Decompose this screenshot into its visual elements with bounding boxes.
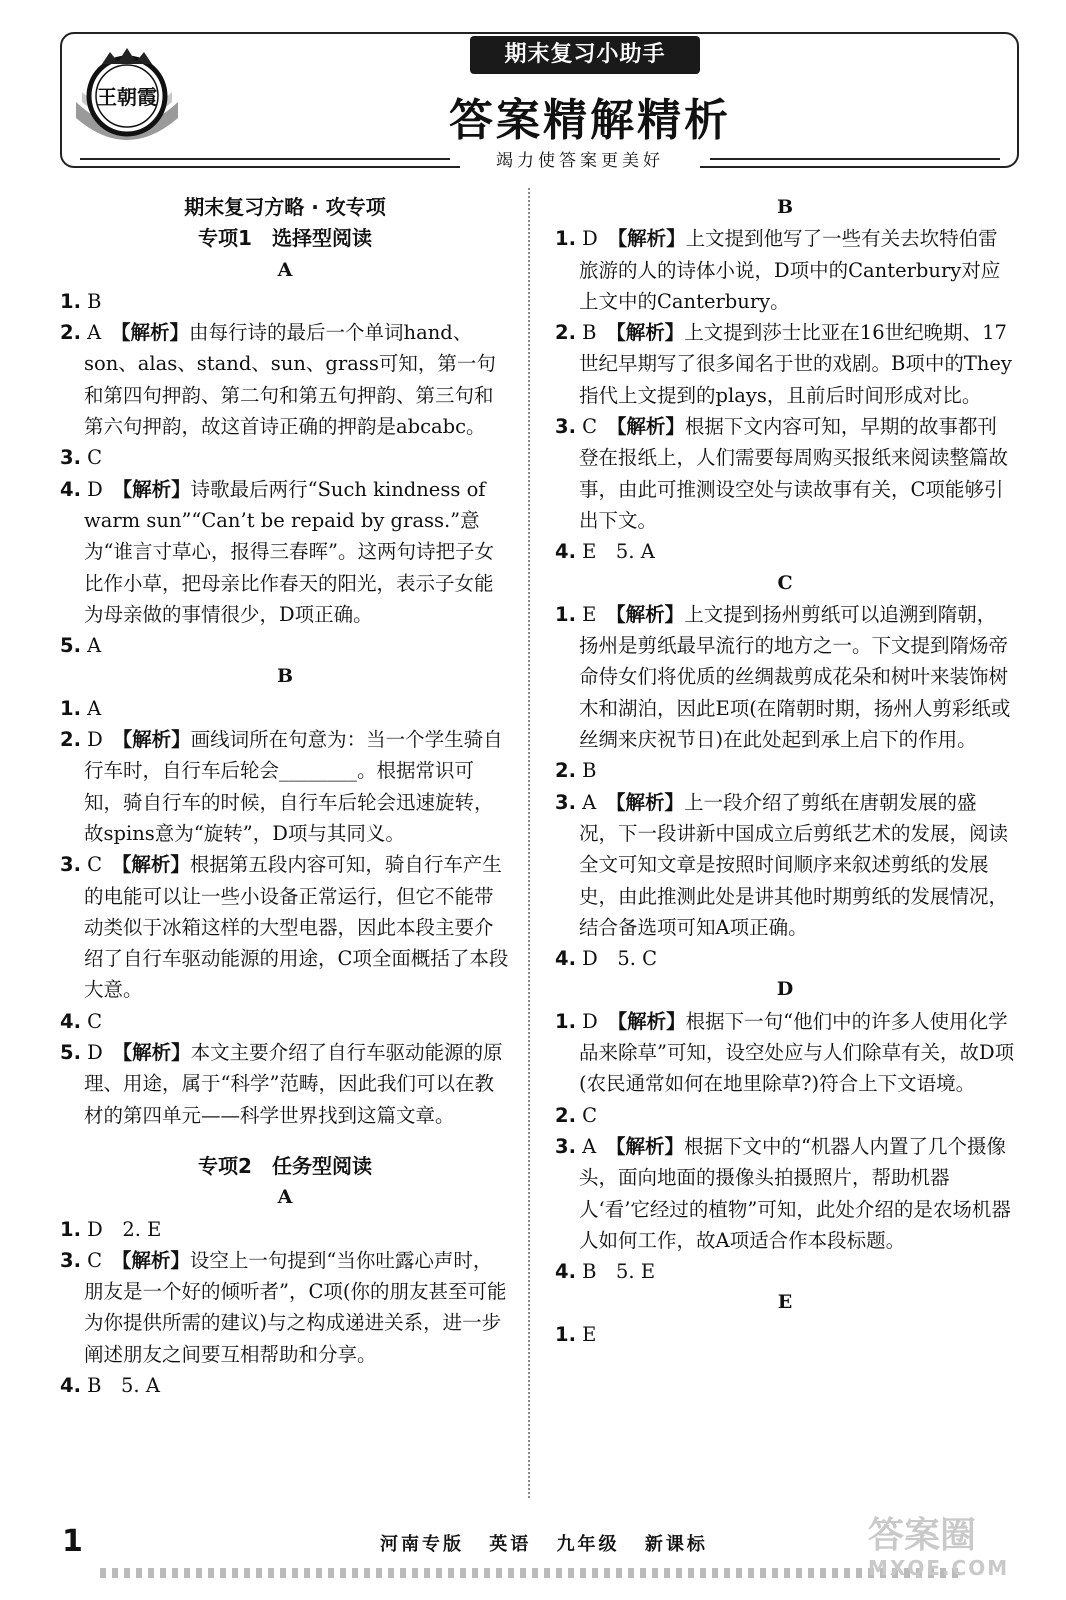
item-number: 1.	[60, 1217, 81, 1241]
slogan-rule-left	[80, 158, 450, 160]
item-number: 3.	[60, 446, 81, 470]
analysis-tag: 【解析】	[615, 1134, 685, 1158]
item-text: C	[80, 1009, 103, 1033]
answer-item	[555, 1256, 1015, 1287]
answer-choice: C	[575, 415, 617, 439]
item-text: 根据下一句“他们中的许多人使用化学品来除草”可知，设空处应与人们除草有关，故D项(农民通常如何在地里除草?)符合上下文语境。	[579, 1009, 1015, 1096]
item-number: 3.	[555, 790, 576, 814]
item-text: 设空上一句提到“当你吐露心声时，朋友是一个好的倾听者”，C项(你的朋友甚至可能为你提供所需的建议)与之构成递进关系，进一步阐述朋友之间要互相帮助和分享。	[84, 1248, 507, 1366]
answer-item	[60, 630, 510, 661]
item-text: 诗歌最后两行“Such kindness of warm sun”“Can’t be repaid by grass.”意为“谁言寸草心，报得三春晖”。这两句诗把子女比作小草，把母亲比作春天的阳光，表示子女能为母亲做的事情很少，D项正确。	[84, 477, 494, 626]
analysis-tag: 【解析】	[615, 602, 685, 626]
answer-item	[60, 442, 510, 473]
answer-item	[60, 724, 510, 849]
chapter-heading: 期末复习方略 · 攻专项	[184, 195, 386, 219]
analysis-tag: 【解析】	[121, 1248, 190, 1272]
answer-choice: A	[80, 321, 121, 345]
answer-choice: A	[575, 790, 616, 814]
header-tag: 期末复习小助手	[470, 36, 700, 74]
item-number: 4.	[555, 947, 576, 971]
answer-item	[555, 536, 1015, 567]
analysis-tag: 【解析】	[120, 321, 190, 345]
answer-choice: D	[575, 227, 618, 251]
item-text: B	[575, 759, 597, 783]
item-number: 1.	[555, 1322, 576, 1346]
analysis-tag: 【解析】	[616, 415, 685, 439]
item-number: 2.	[555, 1103, 576, 1127]
item-number: 5.	[60, 634, 81, 658]
answer-list	[60, 693, 510, 1131]
item-number: 3.	[60, 853, 81, 877]
item-number: 3.	[555, 415, 576, 439]
item-number: 4.	[60, 477, 81, 501]
item-text: E	[575, 1322, 597, 1346]
answer-choice: D	[80, 1041, 123, 1065]
analysis-tag: 【解析】	[615, 790, 685, 814]
item-number: 1.	[555, 602, 576, 626]
left-column	[60, 192, 510, 1401]
watermark-url: MXQE.COM	[868, 1556, 1010, 1580]
watermark	[868, 1516, 1048, 1586]
item-number: 4.	[555, 1260, 576, 1284]
item-number: 3.	[60, 1248, 81, 1272]
item-text: 上文提到莎士比亚在16世纪晚期、17世纪早期写了很多闻名于世的戏剧。B项中的They指代上文提到的plays，且前后时间形成对比。	[579, 321, 1012, 407]
item-number: 4.	[555, 540, 576, 564]
logo-text: 王朝霞	[97, 85, 157, 109]
page-number: 1	[62, 1524, 83, 1559]
slogan: 竭力使答案更美好	[460, 146, 700, 171]
footer-subject: 英语	[489, 1534, 532, 1555]
answer-item	[555, 755, 1015, 786]
footer-edition: 河南专版	[380, 1534, 464, 1555]
answer-item	[555, 411, 1015, 536]
answer-item	[60, 849, 510, 1005]
answer-item	[60, 474, 510, 630]
item-number: 4.	[60, 1373, 81, 1397]
answer-item	[555, 787, 1015, 943]
item-text: 由每行诗的最后一个单词hand、son、alas、stand、sun、grass可知，第一句和第四句押韵、第二句和第五句押韵、第三句和第六句押韵，故这首诗正确的押韵是abcabc。	[84, 321, 496, 439]
section-label: C	[777, 571, 793, 594]
answer-item	[60, 1006, 510, 1037]
answer-item	[555, 1131, 1015, 1256]
item-text: 上一段介绍了剪纸在唐朝发展的盛况，下一段讲新中国成立后剪纸艺术的发展，阅读全文可知文章是按照时间顺序来叙述剪纸的发展史，由此推测此处是讲其他时期剪纸的发展情况，结合备选项可知A项正确。	[579, 790, 1009, 939]
topic-heading: 专项1 选择型阅读	[198, 226, 372, 251]
item-number: 4.	[60, 1009, 81, 1033]
item-text: A	[80, 634, 102, 658]
analysis-tag: 【解析】	[617, 1009, 686, 1033]
item-text: E 5. A	[575, 540, 655, 564]
item-text: B 5. E	[575, 1260, 656, 1284]
answer-item	[555, 1100, 1015, 1131]
item-text: 画线词所在句意为：当一个学生骑自行车时，自行车后轮会________。根据常识可知，骑自行车的时候，自行车后轮会迅速旋转，故spins意为“旋转”，D项与其同义。	[84, 728, 503, 845]
watermark-logo: 答案圈	[868, 1515, 977, 1556]
answer-item	[555, 1319, 1015, 1350]
item-text: 上文提到扬州剪纸可以追溯到隋朝，扬州是剪纸最早流行的地方之一。下文提到隋炀帝命侍女们将优质的丝绸裁剪成花朵和树叶来装饰树木和湖泊，因此E项(在隋朝时期，扬州人剪彩纸或丝绸来庆祝节日)在此处起到承上启下的作用。	[579, 602, 1011, 752]
answer-item	[60, 1370, 510, 1401]
analysis-tag: 【解析】	[121, 853, 190, 877]
item-text: 上文提到他写了一些有关去坎特伯雷旅游的人的诗体小说，D项中的Canterbury对应上文中的Canterbury。	[579, 227, 1001, 313]
analysis-tag: 【解析】	[616, 321, 685, 345]
answer-list	[555, 1006, 1015, 1288]
footer-info	[380, 1530, 724, 1556]
section-label: E	[777, 1291, 793, 1314]
item-number: 1.	[555, 227, 576, 251]
right-column	[555, 192, 1015, 1350]
answer-item	[555, 943, 1015, 974]
section-label: B	[276, 665, 294, 688]
answer-choice: E	[575, 602, 616, 626]
answer-choice: D	[575, 1009, 618, 1033]
answer-choice: A	[575, 1134, 616, 1158]
analysis-tag: 【解析】	[122, 728, 191, 752]
analysis-tag: 【解析】	[122, 477, 191, 501]
answer-item	[60, 1037, 510, 1131]
answer-item	[60, 1245, 510, 1370]
answer-item	[555, 223, 1015, 317]
item-text: D 2. E	[80, 1217, 162, 1241]
footer-standard: 新课标	[644, 1534, 708, 1555]
answer-item	[555, 599, 1015, 755]
item-text: 本文主要介绍了自行车驱动能源的原理、用途，属于“科学”范畴，因此我们可以在教材的第四单元——科学世界找到这篇文章。	[84, 1041, 503, 1127]
answer-list	[60, 286, 510, 662]
answer-list	[60, 1214, 510, 1402]
answer-choice: C	[80, 1248, 122, 1272]
item-number: 2.	[555, 321, 576, 345]
item-number: 2.	[555, 759, 576, 783]
answer-list	[555, 1319, 1015, 1350]
item-number: 2.	[60, 321, 81, 345]
analysis-tag: 【解析】	[617, 227, 686, 251]
answer-choice: C	[80, 853, 122, 877]
item-text: C	[80, 446, 103, 470]
item-number: 1.	[60, 696, 81, 720]
item-text: 根据下文中的“机器人内置了几个摄像头，面向地面的摄像头拍摄照片，帮助机器人‘看’它经过的植物”可知，此处介绍的是农场机器人如何工作，故A项适合作本段标题。	[579, 1134, 1011, 1252]
item-number: 1.	[60, 289, 81, 313]
item-number: 1.	[555, 1009, 576, 1033]
item-text: A	[80, 696, 102, 720]
item-number: 5.	[60, 1041, 81, 1065]
answer-item	[60, 1214, 510, 1245]
item-text: C	[575, 1103, 598, 1127]
page-title: 答案精解精析	[449, 95, 731, 146]
answer-list	[555, 223, 1015, 567]
answer-item	[60, 317, 510, 442]
topic-heading: 专项2 任务型阅读	[198, 1153, 372, 1178]
answer-choice: B	[575, 321, 617, 345]
section-label: A	[277, 258, 293, 281]
item-text: 根据第五段内容可知，骑自行车产生的电能可以让一些小设备正常运行，但它不能带动类似于冰箱这样的大型电器，因此本段主要介绍了自行车驱动能源的用途，C项全面概括了本段大意。	[84, 853, 509, 1002]
slogan-rule-right	[710, 158, 1000, 160]
section-label: D	[776, 978, 794, 1001]
item-number: 2.	[60, 728, 81, 752]
answer-item	[555, 1006, 1015, 1100]
section-label: A	[277, 1186, 293, 1209]
analysis-tag: 【解析】	[122, 1041, 191, 1065]
answer-list	[555, 599, 1015, 975]
item-text: B 5. A	[80, 1373, 160, 1397]
column-divider	[528, 188, 530, 1498]
logo-emblem-icon	[62, 38, 192, 158]
item-text: D 5. C	[575, 947, 658, 971]
footer-grade: 九年级	[556, 1534, 620, 1555]
answer-choice: D	[80, 728, 123, 752]
answer-item	[60, 693, 510, 724]
answer-item	[60, 286, 510, 317]
answer-choice: D	[80, 477, 123, 501]
item-text: 根据下文内容可知，早期的故事都刊登在报纸上，人们需要每周购买报纸来阅读整篇故事，由此可推测设空处与读故事有关，C项能够引出下文。	[579, 415, 1009, 532]
footer-band	[100, 1568, 960, 1578]
section-label: B	[776, 196, 794, 218]
item-text: B	[80, 289, 102, 313]
answer-item	[555, 317, 1015, 411]
item-number: 3.	[555, 1134, 576, 1158]
